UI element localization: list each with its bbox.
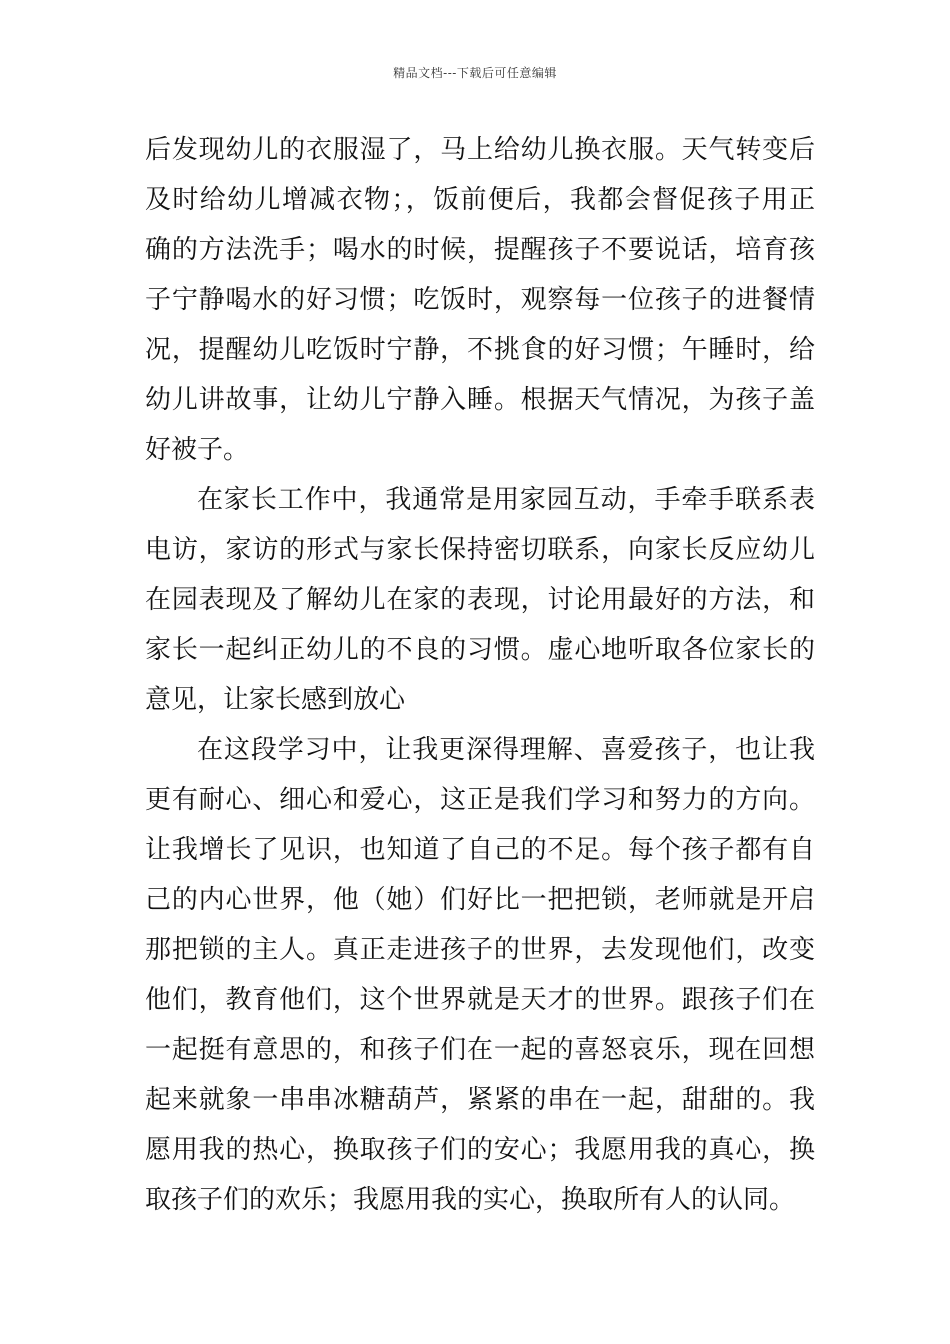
paragraph-1 <box>145 125 815 475</box>
document-body <box>145 125 815 1225</box>
paragraph-2 <box>145 475 815 725</box>
text-line: 幼儿讲故事，让幼儿宁静入睡。根据天气情况，为孩子盖 <box>145 385 815 415</box>
text-line: 起来就象一串串冰糖葫芦，紧紧的串在一起，甜甜的。我 <box>145 1085 815 1115</box>
text-line: 子宁静喝水的好习惯；吃饭时，观察每一位孩子的进餐情 <box>145 285 815 315</box>
text-line: 己的内心世界，他（她）们好比一把把锁，老师就是开启 <box>145 885 815 915</box>
text-line: 家长一起纠正幼儿的不良的习惯。虚心地听取各位家长的 <box>145 635 815 665</box>
text-line: 好被子。 <box>145 435 250 465</box>
text-line: 在这段学习中，让我更深得理解、喜爱孩子，也让我 <box>197 735 815 765</box>
text-line: 愿用我的热心，换取孩子们的安心；我愿用我的真心，换 <box>145 1135 815 1165</box>
text-line: 更有耐心、细心和爱心，这正是我们学习和努力的方向。 <box>145 785 815 815</box>
text-line: 在园表现及了解幼儿在家的表现，讨论用最好的方法，和 <box>145 585 815 615</box>
text-line: 一起挺有意思的，和孩子们在一起的喜怒哀乐，现在回想 <box>145 1035 815 1065</box>
text-line: 况，提醒幼儿吃饭时宁静，不挑食的好习惯；午睡时，给 <box>145 335 815 365</box>
paragraph-3 <box>145 725 815 1225</box>
text-line: 确的方法洗手；喝水的时候，提醒孩子不要说话，培育孩 <box>145 235 815 265</box>
text-line: 他们，教育他们，这个世界就是天才的世界。跟孩子们在 <box>145 985 815 1015</box>
text-line: 让我增长了见识，也知道了自己的不足。每个孩子都有自 <box>145 835 815 865</box>
text-line: 取孩子们的欢乐；我愿用我的实心，换取所有人的认同。 <box>145 1185 796 1215</box>
text-line: 及时给幼儿增减衣物；，饭前便后，我都会督促孩子用正 <box>145 185 815 215</box>
text-line: 后发现幼儿的衣服湿了，马上给幼儿换衣服。天气转变后 <box>145 135 815 165</box>
text-line: 意见，让家长感到放心 <box>145 685 406 715</box>
text-line: 电访，家访的形式与家长保持密切联系，向家长反应幼儿 <box>145 535 815 565</box>
page-header: 精品文档---下载后可任意编辑 <box>393 66 557 80</box>
text-line: 那把锁的主人。真正走进孩子的世界，去发现他们，改变 <box>145 935 815 965</box>
text-line: 在家长工作中，我通常是用家园互动，手牵手联系表 <box>197 485 815 515</box>
